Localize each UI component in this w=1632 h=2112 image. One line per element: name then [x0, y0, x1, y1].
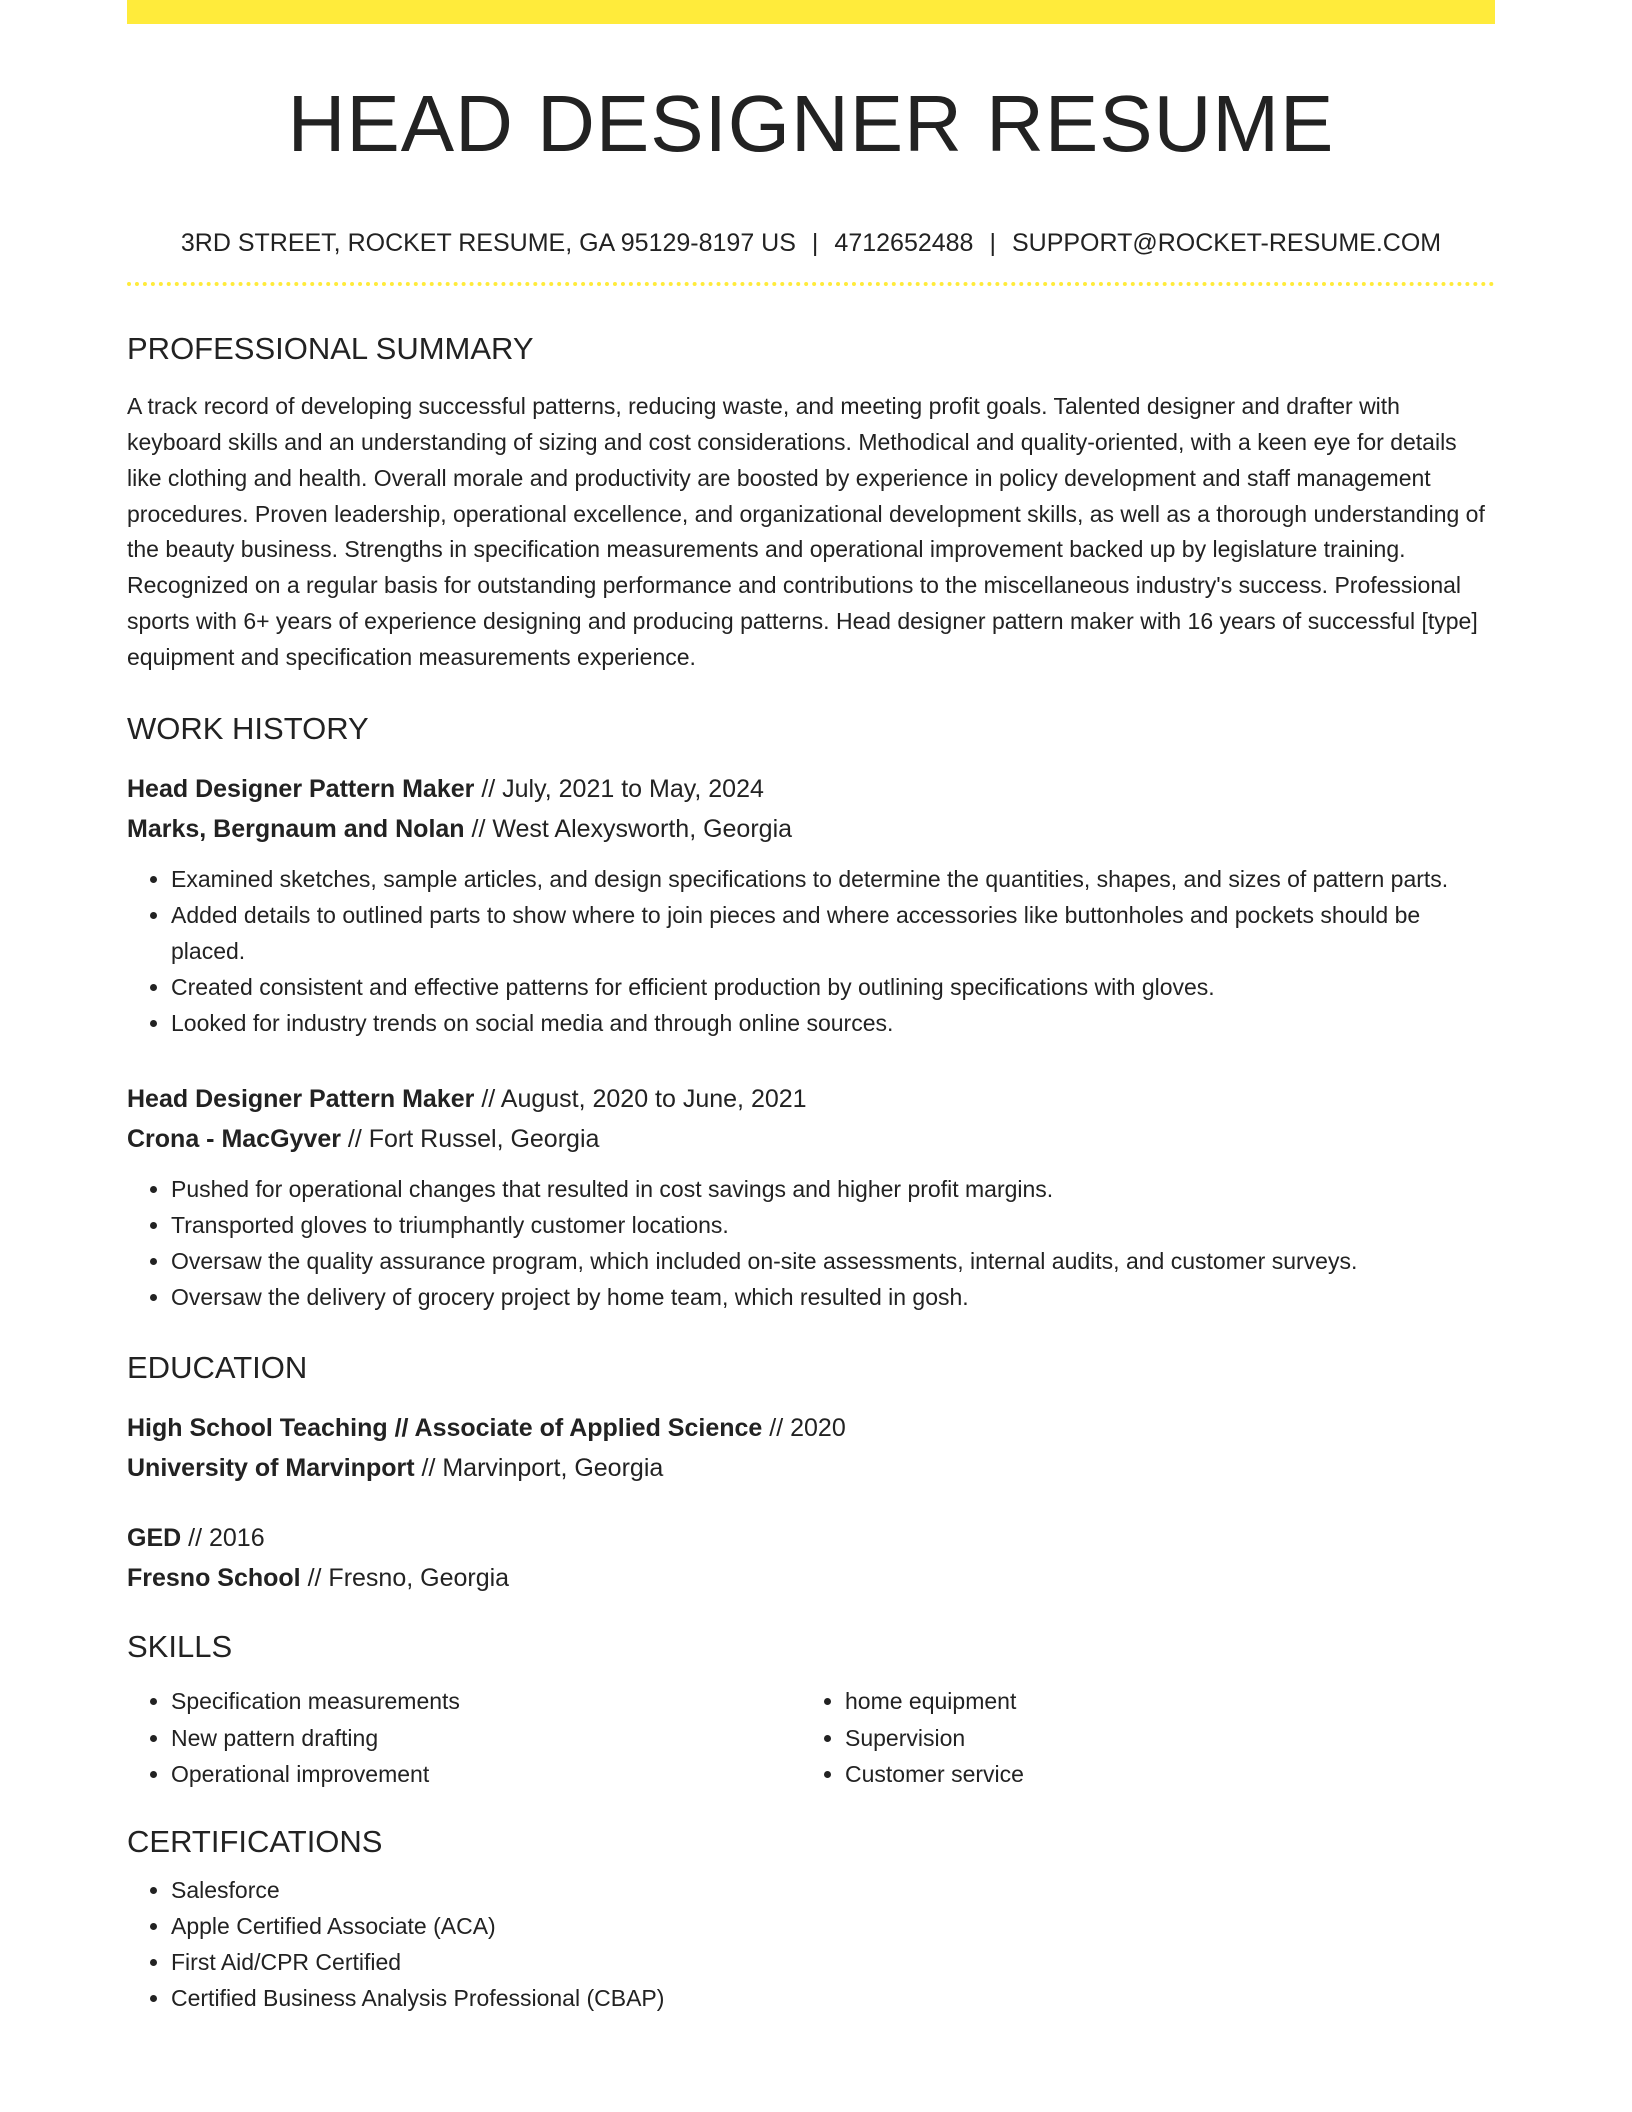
list-item: • Specification measurements [171, 1683, 801, 1720]
list-item: • Transported gloves to triumphantly customer locations. [171, 1207, 1495, 1243]
contact-separator: | [811, 229, 819, 257]
resume-page [127, 0, 1495, 2016]
education-school-line [127, 1558, 1495, 1598]
job-company: Crona - MacGyver [127, 1124, 341, 1153]
job-location: // West Alexysworth, Georgia [471, 814, 793, 843]
skills-heading: SKILLS [127, 1628, 233, 1664]
list-item: • Certified Business Analysis Professional (CBAP) [171, 1980, 1495, 2016]
dotted-divider [127, 282, 1495, 286]
education-section [127, 1349, 1495, 1598]
education-degree-line [127, 1408, 1495, 1448]
education-year: // 2020 [769, 1413, 846, 1442]
list-item: • First Aid/CPR Certified [171, 1944, 1495, 1980]
education-heading: EDUCATION [127, 1349, 308, 1385]
work-heading: WORK HISTORY [127, 710, 369, 746]
job-title-line [127, 1079, 1495, 1119]
job-company-line [127, 809, 1495, 849]
certifications-section [127, 1823, 1495, 2016]
contact-line [127, 228, 1495, 258]
accent-top-bar [127, 0, 1495, 24]
page-title: HEAD DESIGNER RESUME [287, 79, 1335, 168]
contact-address: 3RD STREET, ROCKET RESUME, GA 95129-8197 US [180, 229, 796, 257]
list-item: • Looked for industry trends on social media and through online sources. [171, 1005, 1495, 1041]
certifications-list [127, 1872, 1495, 2016]
job-bullets [127, 861, 1495, 1041]
education-school-line [127, 1448, 1495, 1488]
list-item: • Customer service [845, 1756, 1475, 1793]
skills-grid [127, 1683, 1495, 1793]
contact-separator: | [989, 229, 996, 257]
summary-heading: PROFESSIONAL SUMMARY [127, 331, 534, 366]
skills-column-left [127, 1683, 801, 1793]
certifications-heading: CERTIFICATIONS [127, 1823, 383, 1859]
education-entry [127, 1518, 1495, 1598]
list-item: • home equipment [845, 1683, 1475, 1720]
education-school: Fresno School [127, 1563, 301, 1592]
education-year: // 2016 [188, 1523, 265, 1552]
education-degree-line [127, 1518, 1495, 1558]
list-item: • Added details to outlined parts to show where to join pieces and where accessories like buttonholes and pockets should be placed. [171, 897, 1495, 969]
job-bullets [127, 1171, 1495, 1315]
education-degree: High School Teaching // Associate of Applied Science [127, 1413, 763, 1442]
list-item: • New pattern drafting [171, 1720, 801, 1757]
list-item: • Pushed for operational changes that resulted in cost savings and higher profit margins. [171, 1171, 1495, 1207]
summary-text: A track record of developing successful patterns, reducing waste, and meeting profit goals. Talented designer and drafter with keyboard skills and an understanding of sizing and cost considerations. Methodical and quality-oriented, with a keen eye for details like clothing and health. Overall morale and productivity are boosted by experience in policy development and staff management procedures. Proven leadership, operational excellence, and organizational development skills, as well as a thorough understanding of the beauty business. Strengths in specification measurements and operational improvement backed up by legislature training. Recognized on a regular basis for outstanding performance and contributions to the miscellaneous industry's success. Professional sports with 6+ years of experience designing and producing patterns. Head designer pattern maker with 16 years of successful [type] equipment and specification measurements experience. [127, 393, 1485, 670]
job-location: // Fort Russel, Georgia [347, 1124, 600, 1153]
list-item: • Salesforce [171, 1872, 1495, 1908]
job-dates: // July, 2021 to May, 2024 [481, 774, 764, 803]
skills-column-right [801, 1683, 1475, 1793]
job-entry [127, 769, 1495, 1041]
list-item: • Oversaw the quality assurance program, which included on-site assessments, internal audits, and customer surveys. [171, 1243, 1495, 1279]
education-location: // Fresno, Georgia [307, 1563, 510, 1592]
work-section [127, 710, 1495, 1315]
contact-email: SUPPORT@ROCKET-RESUME.COM [1011, 229, 1442, 257]
job-title-line [127, 769, 1495, 809]
contact-phone: 4712652488 [834, 229, 974, 257]
job-entry [127, 1079, 1495, 1315]
job-title: Head Designer Pattern Maker [127, 774, 475, 803]
education-entry [127, 1408, 1495, 1488]
list-item: • Operational improvement [171, 1756, 801, 1793]
job-title: Head Designer Pattern Maker [127, 1084, 475, 1113]
list-item: • Apple Certified Associate (ACA) [171, 1908, 1495, 1944]
education-location: // Marvinport, Georgia [421, 1453, 664, 1482]
education-degree: GED [127, 1523, 182, 1552]
skills-section [127, 1628, 1495, 1793]
list-item: • Oversaw the delivery of grocery project by home team, which resulted in gosh. [171, 1279, 1495, 1315]
summary-section [127, 330, 1495, 676]
job-company-line [127, 1119, 1495, 1159]
list-item: • Supervision [845, 1720, 1475, 1757]
job-company: Marks, Bergnaum and Nolan [127, 814, 465, 843]
job-dates: // August, 2020 to June, 2021 [481, 1084, 807, 1113]
list-item: • Examined sketches, sample articles, and design specifications to determine the quantities, shapes, and sizes of pattern parts. [171, 861, 1495, 897]
list-item: • Created consistent and effective patterns for efficient production by outlining specifications with gloves. [171, 969, 1495, 1005]
education-school: University of Marvinport [127, 1453, 415, 1482]
